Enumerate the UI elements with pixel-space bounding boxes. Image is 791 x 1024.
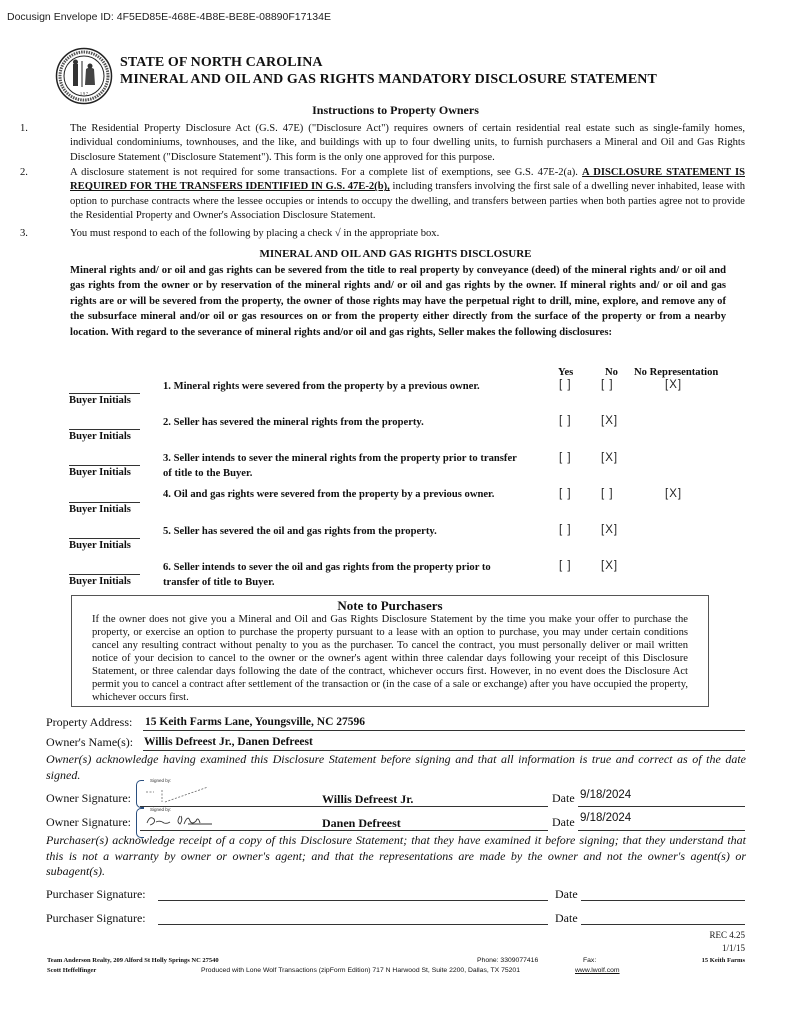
instruction-text: You must respond to each of the following by placing a check √ in the appropriate box. bbox=[70, 228, 440, 239]
form-date: 1/1/15 bbox=[721, 943, 745, 953]
instruction-text: The Residential Property Disclosure Act (G.S. 47E) ("Disclosure Act") requires owners of certain residential real estate such as single-family homes, individual condominiums, townhouses, and the like, and buildings with up to four dwelling units, to furnish purchasers a Mineral and Oil and Gas Rights Disclosure Statement ("Disclosure Statement"). This form is the only one approved for this purpose. bbox=[70, 123, 745, 163]
q2-no-checkbox[interactable]: [X] bbox=[601, 415, 619, 427]
property-address-label: Property Address: bbox=[46, 715, 133, 729]
q1-no-checkbox[interactable]: [ ] bbox=[601, 379, 614, 391]
owner-signature-1-name: Willis Defreest Jr. bbox=[322, 792, 414, 806]
owner-date-label-2: Date bbox=[552, 815, 575, 829]
purchaser-signature-label-1: Purchaser Signature: bbox=[46, 887, 146, 901]
q4-no-representation-checkbox[interactable]: [X] bbox=[665, 488, 683, 500]
property-address-line bbox=[143, 730, 745, 731]
question-1: 1. Mineral rights were severed from the property by a previous owner. bbox=[163, 381, 480, 392]
buyer-initials-label: Buyer Initials bbox=[69, 431, 131, 442]
buyer-initials-line[interactable] bbox=[69, 502, 140, 503]
column-header-yes: Yes bbox=[558, 367, 574, 378]
footer-agent: Scott Heffelfinger bbox=[47, 967, 97, 974]
nc-seal-icon bbox=[55, 47, 113, 105]
owner-acknowledgement: Owner(s) acknowledge having examined this Disclosure Statement before signing and that all information is true and correct as of the date signed. bbox=[46, 752, 746, 782]
q6-yes-checkbox[interactable]: [ ] bbox=[559, 560, 572, 572]
owner-signature-2-line bbox=[140, 830, 548, 831]
column-header-no: No bbox=[605, 367, 618, 378]
q4-no-checkbox[interactable]: [ ] bbox=[601, 488, 614, 500]
q3-no-checkbox[interactable]: [X] bbox=[601, 452, 619, 464]
q2-yes-checkbox[interactable]: [ ] bbox=[559, 415, 572, 427]
q5-no-checkbox[interactable]: [X] bbox=[601, 524, 619, 536]
q1-no-representation-checkbox[interactable]: [X] bbox=[665, 379, 683, 391]
footer-website-link[interactable]: www.lwolf.com bbox=[575, 967, 620, 974]
owner-signature-2-image[interactable] bbox=[144, 812, 219, 830]
owner-date-label-1: Date bbox=[552, 791, 575, 805]
signed-by-label: Signed by: bbox=[150, 778, 172, 783]
q6-no-checkbox[interactable]: [X] bbox=[601, 560, 619, 572]
purchaser-signature-label-2: Purchaser Signature: bbox=[46, 911, 146, 925]
note-title: Note to Purchasers bbox=[337, 598, 443, 613]
footer-phone: Phone: 3309077416 bbox=[477, 957, 539, 964]
footer-file-name: 15 Keith Farms bbox=[701, 957, 745, 964]
owner-signature-label-1: Owner Signature: bbox=[46, 791, 131, 805]
docusign-envelope-id: Docusign Envelope ID: 4F5ED85E-468E-4B8E-BE8E-08890F17134E bbox=[7, 11, 331, 23]
q3-yes-checkbox[interactable]: [ ] bbox=[559, 452, 572, 464]
title-form-name: MINERAL AND OIL AND GAS RIGHTS MANDATORY DISCLOSURE STATEMENT bbox=[120, 72, 657, 87]
q5-yes-checkbox[interactable]: [ ] bbox=[559, 524, 572, 536]
signed-by-label: Signed by: bbox=[150, 807, 172, 812]
purchaser-signature-2-line[interactable] bbox=[158, 924, 548, 925]
question-3: 3. Seller intends to sever the mineral rights from the property prior to transfer of title to the Buyer. bbox=[163, 453, 517, 479]
footer-produced-by: Produced with Lone Wolf Transactions (zipForm Edition) 717 N Harwood St, Suite 2200, Dallas, TX 75201 bbox=[201, 967, 520, 974]
property-address-value[interactable]: 15 Keith Farms Lane, Youngsville, NC 27596 bbox=[145, 716, 365, 728]
disclosure-heading: MINERAL AND OIL AND GAS RIGHTS DISCLOSURE bbox=[259, 248, 532, 260]
note-text: If the owner does not give you a Mineral and Oil and Gas Rights Disclosure Statement by the time you make your offer to purchase the property, or exercise an option to purchase the property pursuant to a lease with an option to purchase, you may under certain conditions cancel any resulting contract without penalty to you as the purchaser. To cancel the contract, you must personally deliver or mail written notice of your decision to cancel to the owner or the owner's agent within three calendar days following your receipt of this Disclosure Statement, or three calendar days following the date of the contract, whichever occurs first. However, in no event does the Disclosure Act permit you to cancel a contract after settlement of the transaction or (in the case of a sale or exchange) after you have occupied the property, whichever occurs first. bbox=[92, 614, 688, 703]
owners-name-value[interactable]: Willis Defreest Jr., Danen Defreest bbox=[144, 736, 313, 748]
buyer-initials-label: Buyer Initials bbox=[69, 576, 131, 587]
footer-brokerage: Team Anderson Realty, 209 Alford St Holly Springs NC 27540 bbox=[47, 957, 219, 964]
question-5: 5. Seller has severed the oil and gas rights from the property. bbox=[163, 526, 437, 537]
form-code: REC 4.25 bbox=[709, 930, 745, 940]
instruction-text: A disclosure statement is not required for some transactions. For a complete list of exemptions, see G.S. 47E-2(a). A DISCLOSURE STATEMENT IS REQUIRED FOR THE TRANSFERS IDENTIFIED IN G.S. 47E-2(b), including transfers involving the first sale of a dwelling never inhabited, lease with option to purchase contracts where the lessee occupies or intends to occupy the dwelling, and transfers between parties when both parties agree not to provide the Residential Property and Owner's Association Disclosure Statement. bbox=[70, 167, 745, 222]
owner-signature-label-2: Owner Signature: bbox=[46, 815, 131, 829]
instruction-item-2: 2. A disclosure statement is not required for some transactions. For a complete list of exemptions, see G.S. 47E-2(a). A DISCLOSURE STATEMENT IS REQUIRED FOR THE TRANSFERS IDENTIFIED IN G.S. 47E-2(b), including transfers involving the first sale of a dwelling never inhabited, lease with option to purchase contracts where the lessee occupies or intends to occupy the dwelling, and transfers between parties when both parties agree not to provide the Residential Property and Owner's Association Disclosure Statement. bbox=[20, 166, 745, 224]
owners-name-line bbox=[143, 750, 745, 751]
buyer-initials-line[interactable] bbox=[69, 429, 140, 430]
q1-yes-checkbox[interactable]: [ ] bbox=[559, 379, 572, 391]
owner-signature-1-line bbox=[140, 806, 548, 807]
owner-date-1[interactable]: 9/18/2024 bbox=[580, 789, 632, 801]
purchaser-date-label-1: Date bbox=[555, 887, 578, 901]
column-header-no-representation: No Representation bbox=[634, 367, 719, 378]
buyer-initials-label: Buyer Initials bbox=[69, 395, 131, 406]
svg-text:1 9 7: 1 9 7 bbox=[80, 91, 88, 96]
owner-date-2[interactable]: 9/18/2024 bbox=[580, 812, 632, 824]
instruction-item-3: 3. You must respond to each of the following by placing a check √ in the appropriate box. bbox=[20, 227, 745, 241]
question-2: 2. Seller has severed the mineral rights from the property. bbox=[163, 417, 424, 428]
buyer-initials-line[interactable] bbox=[69, 465, 140, 466]
disclosure-intro: Mineral rights and/ or oil and gas rights can be severed from the title to real property by conveyance (deed) of the mineral rights and/ or oil and gas rights from the owner or by reservation of the mineral rights and/ or oil and gas rights by the owner. If mineral rights and/ or oil and gas rights are or will be severed from the property, the owner of those rights may have the perpetual right to drill, mine, explore, and remove any of the subsurface mineral and/or oil or gas resources on or from the property either directly from the surface of the property or from a nearby location. With regard to the severance of mineral rights and/or oil and gas rights, Seller makes the following disclosures: bbox=[70, 265, 726, 338]
buyer-initials-label: Buyer Initials bbox=[69, 540, 131, 551]
required-transfers-emphasis: A DISCLOSURE STATEMENT IS REQUIRED FOR THE TRANSFERS IDENTIFIED IN G.S. 47E-2(b), bbox=[70, 167, 745, 193]
question-6: 6. Seller intends to sever the oil and gas rights from the property prior to transfer of title to Buyer. bbox=[163, 562, 491, 588]
buyer-initials-label: Buyer Initials bbox=[69, 504, 131, 515]
buyer-initials-line[interactable] bbox=[69, 538, 140, 539]
owners-name-label: Owner's Name(s): bbox=[46, 735, 134, 749]
title-state: STATE OF NORTH CAROLINA bbox=[120, 55, 323, 70]
buyer-initials-line[interactable] bbox=[69, 393, 140, 394]
question-4: 4. Oil and gas rights were severed from the property by a previous owner. bbox=[163, 489, 495, 500]
purchaser-date-1-line[interactable] bbox=[581, 900, 745, 901]
owner-date-1-line bbox=[578, 806, 745, 807]
purchaser-signature-1-line[interactable] bbox=[158, 900, 548, 901]
owner-date-2-line bbox=[578, 830, 745, 831]
purchaser-acknowledgement: Purchaser(s) acknowledge receipt of a copy of this Disclosure Statement; that they have examined it before signing; that they understand that this is not a warranty by owner or owner's agent; and that the representations are made by the owner and not the owner's agent(s) or subagent(s). bbox=[46, 833, 746, 878]
purchaser-date-2-line[interactable] bbox=[581, 924, 745, 925]
instructions-heading: Instructions to Property Owners bbox=[312, 103, 479, 117]
instruction-item-1: 1. The Residential Property Disclosure Act (G.S. 47E) ("Disclosure Act") requires owners of certain residential real estate such as single-family homes, individual condominiums, townhouses, and the like, and buildings with up to four dwelling units, to furnish purchasers a Mineral and Oil and Gas Rights Disclosure Statement ("Disclosure Statement"). This form is the only one approved for this purpose. bbox=[20, 122, 745, 165]
buyer-initials-line[interactable] bbox=[69, 574, 140, 575]
buyer-initials-label: Buyer Initials bbox=[69, 467, 131, 478]
owner-signature-1-image[interactable] bbox=[140, 786, 220, 806]
purchaser-date-label-2: Date bbox=[555, 911, 578, 925]
footer-fax: Fax: bbox=[583, 957, 597, 964]
owner-signature-2-name: Danen Defreest bbox=[322, 816, 401, 830]
q4-yes-checkbox[interactable]: [ ] bbox=[559, 488, 572, 500]
